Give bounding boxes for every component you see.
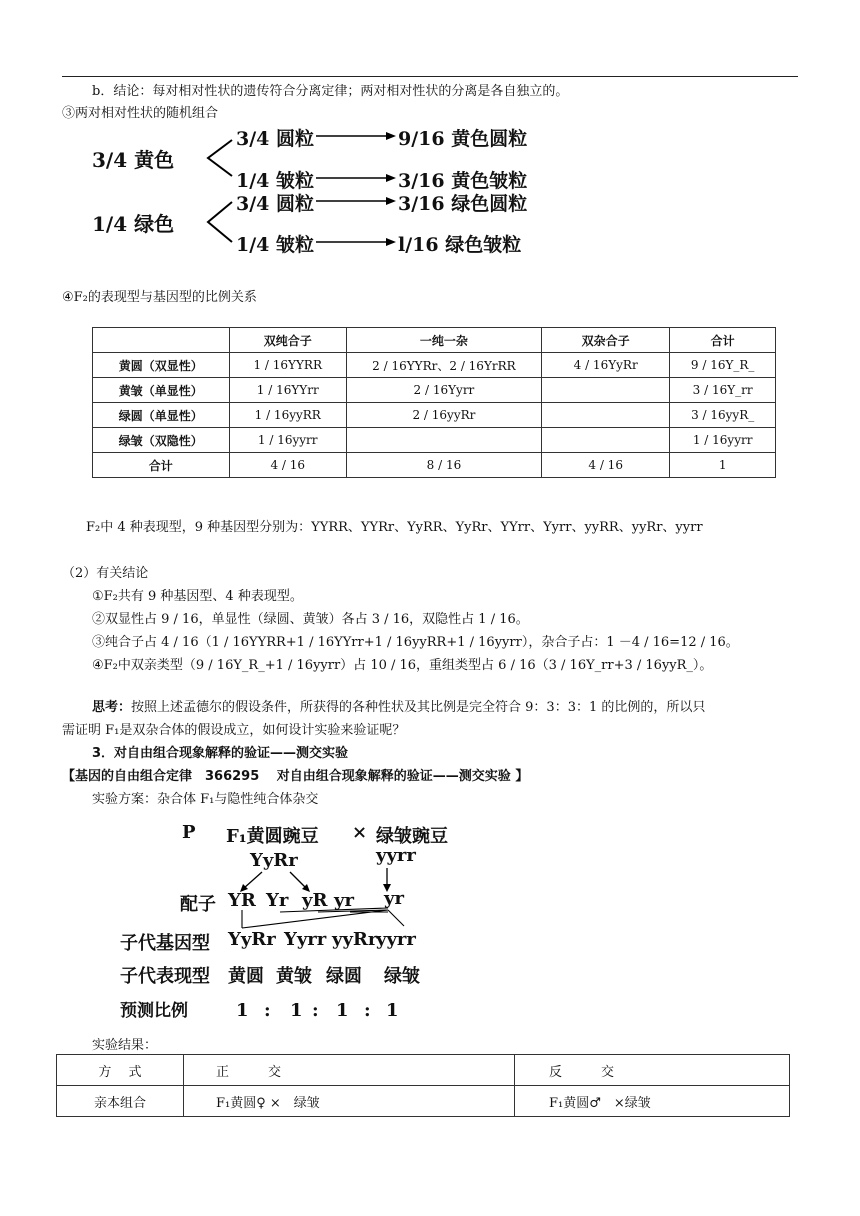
offspring-phenotype: 黄圆 bbox=[228, 966, 264, 987]
yellow-label: 3/4 黄色 bbox=[92, 148, 175, 172]
section3-bracket: 【基因的自由组合定律 366295 对自由组合现象解释的验证——测交实验 】 bbox=[62, 769, 529, 784]
f2-table-cell: 3 / 16yyR_ bbox=[670, 403, 776, 428]
f2-table-header-cell: 双纯合子 bbox=[229, 328, 346, 353]
random-combination-heading: ③两对相对性状的随机组合 bbox=[62, 106, 219, 121]
think-text-1: 按照上述孟德尔的假设条件，所获得的各种性状及其比例是完全符合 9：3：3：1 的比例的，所以只 bbox=[131, 700, 706, 715]
offspring-phenotype: 黄皱 bbox=[276, 966, 312, 987]
f2-table-header-cell: 合计 bbox=[670, 328, 776, 353]
think-line-2: 需证明 F₁是双杂合体的假设成立，如何设计实验来验证呢？ bbox=[62, 723, 406, 738]
results-label: 实验结果： bbox=[92, 1038, 158, 1053]
results-header-cell: 方 式 bbox=[57, 1055, 184, 1086]
genotype1: YyRr bbox=[250, 850, 298, 871]
offspring-genotype: yyrr bbox=[376, 929, 416, 950]
gamete-label: 配子 bbox=[180, 894, 216, 915]
ratio-value: 1 bbox=[336, 1000, 349, 1021]
f2-table-header-cell: 一纯一杂 bbox=[346, 328, 541, 353]
experiment-plan: 实验方案：杂合体 F₁与隐性纯合体杂交 bbox=[92, 792, 319, 807]
results-header-row bbox=[57, 1055, 790, 1086]
results-table bbox=[56, 1054, 790, 1117]
f2-table-cell: 4 / 16 bbox=[229, 453, 346, 478]
f2-table-cell: 4 / 16 bbox=[542, 453, 670, 478]
p-label: P bbox=[182, 822, 196, 843]
row3-right: 3/16 绿色圆粒 bbox=[398, 193, 528, 215]
offspring-phenotype: 绿皱 bbox=[384, 966, 420, 987]
ratio-separator: : bbox=[264, 1000, 271, 1021]
f2-table-row-label: 黄圆（双显性） bbox=[93, 353, 230, 378]
f2-table-cell: 1 / 16yyrr bbox=[229, 428, 346, 453]
results-row bbox=[57, 1086, 790, 1117]
offspring-genotype: YyRr bbox=[228, 929, 276, 950]
conclusion-item: ④F₂中双亲类型（9 / 16Y_R_+1 / 16yyrr）占 10 / 16，重组类型占 6 / 16（3 / 16Y_rr+3 / 16yyR_）。 bbox=[92, 658, 713, 673]
genotype2: yyrr bbox=[376, 845, 416, 866]
row3-left: 3/4 圆粒 bbox=[236, 193, 314, 215]
gamete: Yr bbox=[266, 890, 289, 911]
f2-table-cell: 2 / 16YYRr、2 / 16YrRR bbox=[346, 353, 541, 378]
results-header-cell: 正 交 bbox=[184, 1055, 515, 1086]
offspring-genotype: Yyrr bbox=[284, 929, 327, 950]
row2-left: 1/4 皱粒 bbox=[236, 170, 314, 192]
row2-right: 3/16 黄色皱粒 bbox=[398, 170, 528, 192]
gamete: YR bbox=[228, 890, 256, 911]
conclusions-heading: （2）有关结论 bbox=[62, 566, 149, 581]
section3-heading: 3．对自由组合现象解释的验证——测交实验 bbox=[92, 746, 349, 761]
f2-heading: ④F₂的表现型与基因型的比例关系 bbox=[62, 290, 257, 305]
f2-table-cell: 8 / 16 bbox=[346, 453, 541, 478]
ratio-separator: : bbox=[364, 1000, 371, 1021]
conclusion-item: ②双显性占 9 / 16，单显性（绿圆、黄皱）各占 3 / 16，双隐性占 1 / 16。 bbox=[92, 612, 529, 627]
offspring-phenotype: 绿圆 bbox=[326, 966, 362, 987]
row4-left: 1/4 皱粒 bbox=[236, 234, 314, 256]
offspring-genotype-label: 子代基因型 bbox=[120, 933, 210, 954]
f2-table-row-label: 绿圆（单显性） bbox=[93, 403, 230, 428]
offspring-genotype: yyRr bbox=[332, 929, 378, 950]
ratio-value: 1 bbox=[290, 1000, 303, 1021]
ratio-separator: : bbox=[312, 1000, 319, 1021]
row1-right: 9/16 黄色圆粒 bbox=[398, 128, 528, 150]
f2-table-header-cell: 双杂合子 bbox=[542, 328, 670, 353]
conclusion-item: ①F₂共有 9 种基因型、4 种表现型。 bbox=[92, 589, 303, 604]
f2-table-cell: 1 / 16YYRR bbox=[229, 353, 346, 378]
row1-left: 3/4 圆粒 bbox=[236, 128, 314, 150]
parent1: F₁黄圆豌豆 bbox=[226, 826, 319, 847]
f2-table-cell: 1 / 16yyrr bbox=[670, 428, 776, 453]
row4-right: l/16 绿色皱粒 bbox=[398, 234, 522, 256]
think-label: 思考： bbox=[92, 700, 132, 715]
f2-table-cell: 4 / 16YyRr bbox=[542, 353, 670, 378]
f2-summary: F₂中 4 种表现型，9 种基因型分别为：YYRR、YYRr、YyRR、YyRr、YYrr、Yyrr、yyRR、yyRr、yyrr bbox=[86, 520, 703, 535]
f2-table-cell: 1 / 16YYrr bbox=[229, 378, 346, 403]
f2-table-cell: 3 / 16Y_rr bbox=[670, 378, 776, 403]
conclusion-item: ③纯合子占 4 / 16（1 / 16YYRR+1 / 16YYrr+1 / 16yyRR+1 / 16yyrr），杂合子占：1 －4 / 16=12 / 16。 bbox=[92, 635, 739, 650]
gamete-recessive: yr bbox=[384, 888, 404, 909]
f2-table-row-label: 合计 bbox=[93, 453, 230, 478]
ratio-label: 预测比例 bbox=[120, 1001, 188, 1021]
f2-table-cell: 1 bbox=[670, 453, 776, 478]
gamete: yR bbox=[302, 890, 328, 911]
f2-table-cell: 1 / 16yyRR bbox=[229, 403, 346, 428]
results-cell: 亲本组合 bbox=[57, 1086, 184, 1117]
results-cell: F₁黄圆♂ ×绿皱 bbox=[515, 1086, 790, 1117]
parent2: 绿皱豌豆 bbox=[376, 826, 448, 847]
cross-sign: × bbox=[352, 822, 368, 843]
gamete: yr bbox=[334, 890, 354, 911]
f2-table-cell: 2 / 16Yyrr bbox=[346, 378, 541, 403]
green-label: 1/4 绿色 bbox=[92, 212, 175, 236]
f2-table-cell: 2 / 16yyRr bbox=[346, 403, 541, 428]
ratio-value: 1 bbox=[236, 1000, 249, 1021]
f2-table-row-label: 黄皱（单显性） bbox=[93, 378, 230, 403]
conclusion-b: b．结论：每对相对性状的遗传符合分离定律；两对相对性状的分离是各自独立的。 bbox=[92, 84, 569, 99]
offspring-phenotype-label: 子代表现型 bbox=[120, 966, 210, 987]
f2-table-row-label: 绿皱（双隐性） bbox=[93, 428, 230, 453]
ratio-value: 1 bbox=[386, 1000, 399, 1021]
results-header-cell: 反 交 bbox=[515, 1055, 790, 1086]
f2-table-cell: 9 / 16Y_R_ bbox=[670, 353, 776, 378]
results-cell: F₁黄圆♀ × 绿皱 bbox=[184, 1086, 515, 1117]
